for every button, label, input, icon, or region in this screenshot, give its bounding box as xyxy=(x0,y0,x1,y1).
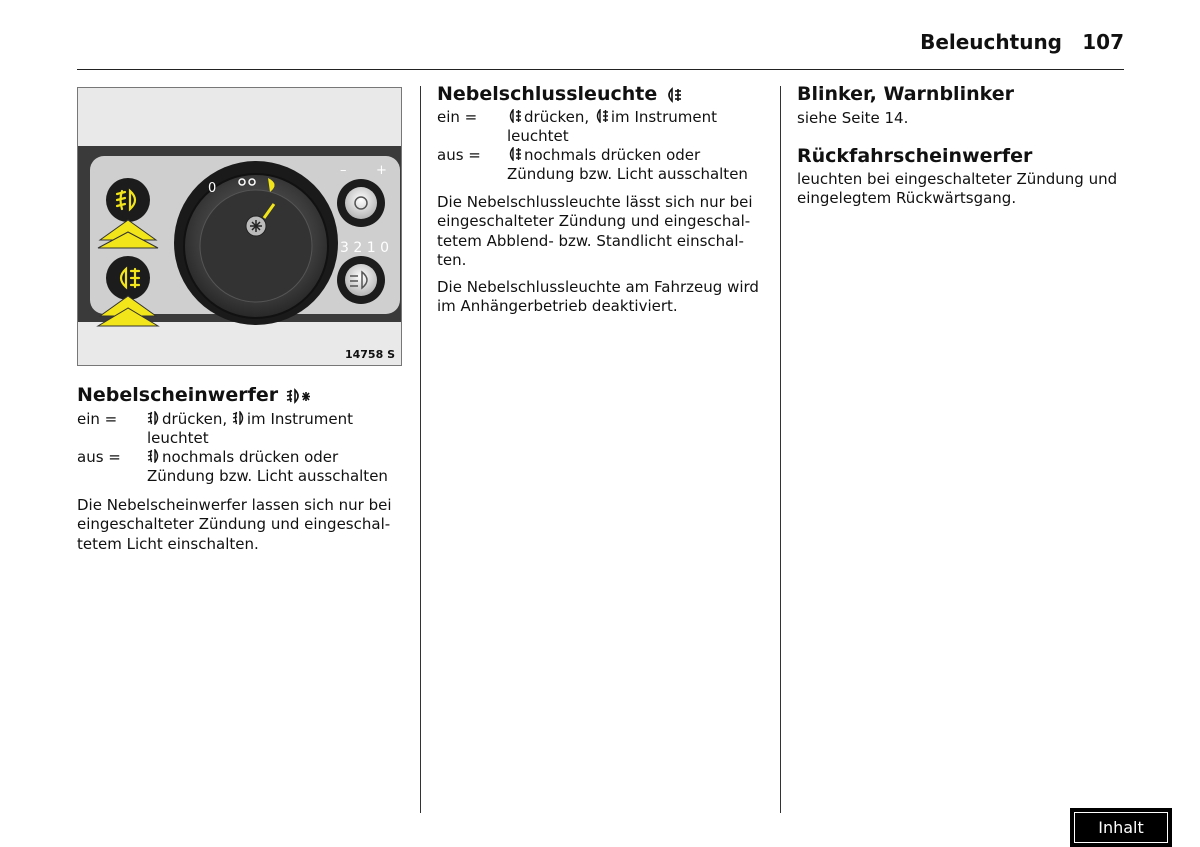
column-divider-2 xyxy=(780,86,781,813)
fog-lamps-heading xyxy=(77,384,305,406)
off-text: nochmals drücken oder Zündung bzw. Licht ausschalten xyxy=(147,448,388,485)
range-label: 3 2 1 0 xyxy=(340,240,389,256)
rear-fog-heading xyxy=(437,83,684,105)
front-fog-lamp-icon xyxy=(147,411,162,425)
on-value xyxy=(507,108,767,146)
plus-label: + xyxy=(376,163,387,178)
indicators-text: siehe Seite 14. xyxy=(797,109,909,127)
reverse-lights-heading: Rückfahrscheinwerfer xyxy=(797,145,1033,167)
rear-fog-note-2: Die Nebelschlussleuchte am Fahrzeug wird im Anhängerbetrieb deaktiviert. xyxy=(437,278,759,316)
header-divider xyxy=(77,69,1124,70)
on-text-b: im Instrument leuchtet xyxy=(507,108,717,145)
minus-label: – xyxy=(340,163,347,178)
rear-fog-definitions xyxy=(437,108,767,184)
on-text-a: drücken, xyxy=(524,108,590,126)
rear-fog-off-row xyxy=(437,146,767,184)
rear-fog-lamp-icon xyxy=(594,109,611,123)
figure-label: 14758 S xyxy=(344,348,395,361)
off-key: aus = xyxy=(437,146,481,164)
light-switch-illustration xyxy=(78,88,402,366)
rear-fog-on-row xyxy=(437,108,767,146)
off-key: aus = xyxy=(77,448,121,466)
on-value xyxy=(147,410,407,448)
fog-lamps-definitions xyxy=(77,410,407,486)
on-text-a: drücken, xyxy=(162,410,228,428)
reverse-lights-text: leuchten bei eingeschalteter Zündung und eingelegtem Rückwärtsgang. xyxy=(797,170,1118,208)
light-switch-figure xyxy=(77,87,402,366)
front-fog-lamp-icon xyxy=(232,411,247,425)
fog-lamps-heading-text: Nebelscheinwerfer xyxy=(77,384,279,406)
off-value xyxy=(147,448,407,486)
fog-lamps-note: Die Nebelscheinwerfer lassen sich nur bei eingeschalteter Zündung und eingeschal-tetem Licht einschalten. xyxy=(77,496,392,553)
front-fog-lamp-icon xyxy=(285,388,305,402)
on-key: ein = xyxy=(77,410,118,428)
column-divider-1 xyxy=(420,86,421,813)
off-value xyxy=(507,146,767,184)
rear-fog-lamp-icon xyxy=(507,147,524,161)
on-text-b: im Instrument leuchtet xyxy=(147,410,353,447)
dial-zero-label: 0 xyxy=(208,181,217,196)
section-title: Beleuchtung xyxy=(920,30,1062,54)
contents-button[interactable]: Inhalt xyxy=(1070,808,1172,847)
fog-lamps-off-row xyxy=(77,448,407,486)
on-key: ein = xyxy=(437,108,478,126)
rear-fog-heading-text: Nebelschlussleuchte xyxy=(437,83,658,105)
rear-fog-lamp-icon xyxy=(664,87,684,101)
indicators-heading: Blinker, Warnblinker xyxy=(797,83,1014,105)
off-text: nochmals drücken oder Zündung bzw. Licht ausschalten xyxy=(507,146,748,183)
rear-fog-note-1: Die Nebelschlussleuchte lässt sich nur bei eingeschalteter Zündung und eingeschal-tetem Abblend- bzw. Standlicht einschal-ten. xyxy=(437,193,753,270)
rear-fog-lamp-icon xyxy=(507,109,524,123)
page-number: 107 xyxy=(1082,30,1124,54)
fog-lamps-on-row xyxy=(77,410,407,448)
front-fog-lamp-icon xyxy=(147,449,162,463)
